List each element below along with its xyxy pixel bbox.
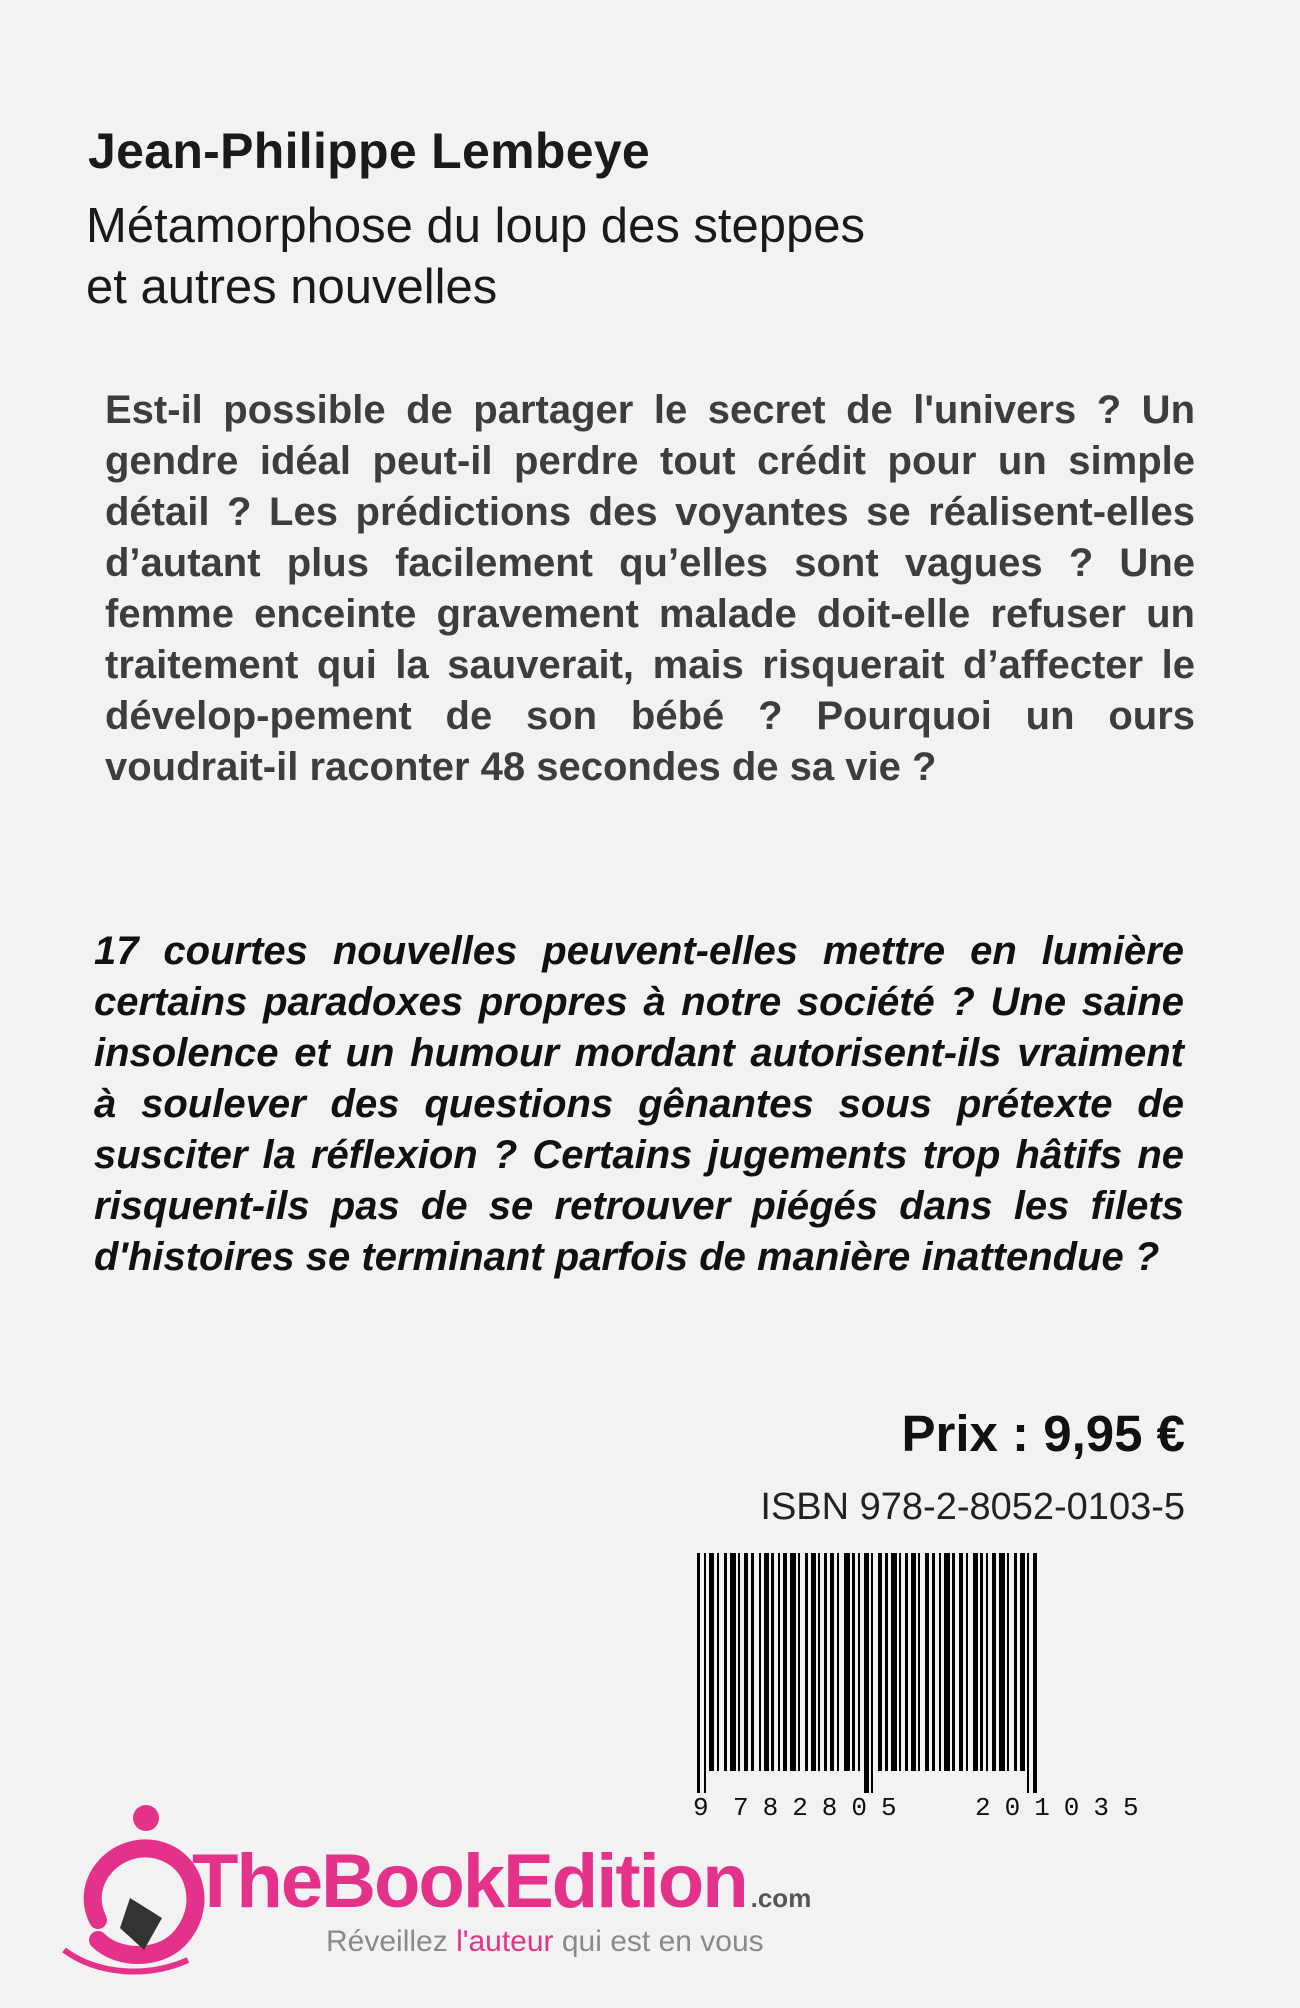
- barcode: [693, 1553, 1191, 1823]
- barcode-bar: [952, 1553, 955, 1771]
- barcode-bar: [771, 1553, 774, 1771]
- tagline-highlight: l'auteur: [456, 1925, 554, 1958]
- price-label: Prix : 9,95 €: [901, 1405, 1185, 1462]
- barcode-bar: [751, 1553, 754, 1771]
- blurb-paragraph-2: 17 courtes nouvelles peuvent-elles mettre en lumière certains paradoxes propres à notre société ? Une saine insolence et un humour mordant autorisent-ils vraiment à soulever des questions gênantes sous prétexte de susciter la réflexion ? Certains jugements trop hâtifs ne risquent-ils pas de se retrouver piégés dans les filets d'histoires se terminant parfois de manière inattendue ?: [94, 929, 1184, 1279]
- isbn-label: ISBN 978-2-8052-0103-5: [760, 1486, 1185, 1528]
- barcode-bar: [709, 1553, 714, 1771]
- publisher-tagline: [326, 1925, 764, 1959]
- title-line-2: et autres nouvelles: [86, 260, 498, 314]
- barcode-right-digits: 201035: [975, 1793, 1153, 1823]
- barcode-bar: [891, 1553, 897, 1771]
- barcode-bar: [1027, 1553, 1029, 1793]
- barcode-bar: [759, 1553, 761, 1771]
- barcode-bar: [959, 1553, 963, 1771]
- barcode-bar: [790, 1553, 796, 1771]
- barcode-bar: [738, 1553, 740, 1771]
- barcode-bar: [852, 1553, 855, 1771]
- barcode-bar: [944, 1553, 950, 1771]
- barcode-left-digits: 782805: [733, 1793, 911, 1823]
- barcode-bar: [871, 1553, 873, 1793]
- barcode-bar: [966, 1553, 968, 1771]
- barcode-bar: [899, 1553, 901, 1771]
- barcode-bar: [911, 1553, 916, 1771]
- barcode-bars: [697, 1553, 1037, 1793]
- barcode-bar: [980, 1553, 983, 1771]
- barcode-bar: [798, 1553, 800, 1771]
- barcode-bar: [837, 1553, 839, 1771]
- barcode-bar: [824, 1553, 827, 1771]
- barcode-bar: [864, 1553, 869, 1793]
- barcode-bar: [844, 1553, 850, 1771]
- author-name: Jean-Philippe Lembeye: [88, 123, 651, 179]
- barcode-bar: [724, 1553, 727, 1771]
- barcode-bar: [885, 1553, 888, 1771]
- barcode-bar: [858, 1553, 860, 1771]
- barcode-bar: [764, 1553, 769, 1771]
- barcode-bar: [973, 1553, 978, 1771]
- barcode-bar: [811, 1553, 816, 1771]
- barcode-bar: [878, 1553, 882, 1771]
- barcode-bar: [1020, 1553, 1025, 1771]
- barcode-bar: [918, 1553, 920, 1771]
- publisher-name: [192, 1838, 811, 1925]
- barcode-bar: [730, 1553, 736, 1771]
- barcode-bar: [925, 1553, 929, 1771]
- barcode-bar: [830, 1553, 834, 1771]
- barcode-bar: [939, 1553, 941, 1771]
- barcode-bar: [704, 1553, 706, 1793]
- barcode-bar: [932, 1553, 935, 1771]
- publisher-domain-suffix: .com: [750, 1883, 812, 1913]
- barcode-first-digit: 9: [693, 1793, 709, 1823]
- barcode-bar: [805, 1553, 808, 1771]
- barcode-bar: [992, 1553, 996, 1771]
- barcode-bar: [697, 1553, 700, 1793]
- blurb-paragraph-1: Est-il possible de partager le secret de l'univers ? Un gendre idéal peut-il perdre tout crédit pour un simple détail ? Les prédictions des voyantes se réalisent-elles d’autant plus facilement qu’elles sont vagues ? Une femme enceinte gravement malade doit-elle refuser un traitement qui la sauverait, mais risquerait d’affecter le dévelop-pement de son bébé ? Pourquoi un ours voudrait-il raconter 48 secondes de sa vie ?: [105, 388, 1195, 789]
- barcode-bar: [778, 1553, 780, 1771]
- barcode-bar: [1007, 1553, 1009, 1771]
- barcode-bar: [1014, 1553, 1017, 1771]
- barcode-bar: [905, 1553, 908, 1771]
- barcode-bar: [818, 1553, 820, 1771]
- publisher-brand: TheBookEdition: [192, 1839, 747, 1924]
- barcode-bar: [744, 1553, 748, 1771]
- barcode-bar: [1033, 1553, 1037, 1793]
- tagline-after: qui est en vous: [553, 1925, 764, 1958]
- book-title: [86, 196, 865, 318]
- barcode-bar: [783, 1553, 787, 1771]
- barcode-bar: [999, 1553, 1005, 1771]
- tagline-before: Réveillez: [326, 1925, 457, 1958]
- barcode-bar: [717, 1553, 719, 1771]
- barcode-bar: [986, 1553, 988, 1771]
- title-line-1: Métamorphose du loup des steppes: [86, 199, 866, 253]
